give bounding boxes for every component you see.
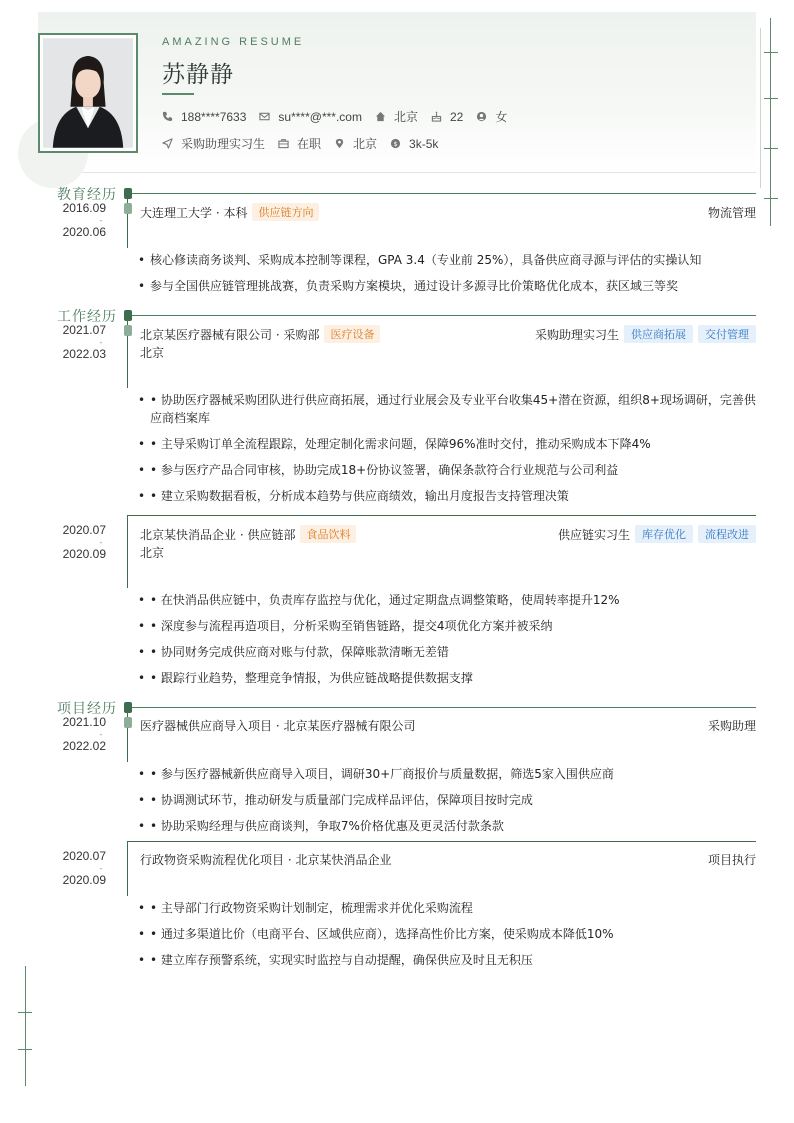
timeline-line	[127, 515, 128, 588]
company-name: 北京某快消品企业 · 供应链部	[140, 527, 296, 542]
age-item	[431, 110, 463, 124]
list-item: • • 协助医疗器械采购团队进行供应商拓展，通过行业展会及专业平台收集45+潜在资源，组织8+现场调研，完善供应商档案库	[138, 391, 758, 427]
work-location: 北京	[140, 546, 165, 560]
industry-tag: 食品饮料	[300, 525, 356, 543]
send-icon	[162, 138, 173, 149]
section-marker	[124, 188, 132, 199]
project-entry-title	[140, 717, 415, 734]
project-role	[708, 851, 756, 868]
position-value: 采购助理实习生	[181, 137, 266, 151]
location-pin-icon	[334, 138, 345, 149]
position-item	[162, 135, 265, 152]
timeline-marker	[124, 325, 132, 336]
date-separator: -	[99, 338, 103, 348]
money-icon	[390, 138, 401, 149]
contact-row	[162, 108, 520, 125]
role-value: 采购助理实习生	[534, 327, 619, 342]
project-role	[708, 717, 756, 734]
email-value: su****@***.com	[278, 109, 362, 124]
candidate-name: 苏静静	[162, 62, 234, 88]
skill-tag: 供应商拓展	[624, 325, 693, 343]
phone-icon	[162, 111, 173, 122]
list-item: • • 参与医疗产品合同审核，协助完成18+份协议签署，确保条款符合行业规范与公司利益	[138, 461, 758, 479]
education-bullets	[138, 251, 758, 303]
role-value: 供应链实习生	[557, 527, 630, 542]
email-item	[259, 110, 362, 124]
phone-item	[162, 110, 246, 124]
date-start: 2021.10	[62, 715, 106, 729]
skill-tag: 库存优化	[635, 525, 693, 543]
timeline-marker	[124, 203, 132, 214]
resume-tagline: AMAZING RESUME	[162, 36, 305, 48]
decor-tick	[764, 198, 778, 199]
status-item	[278, 135, 321, 152]
list-item: • • 协调测试环节，推动研发与质量部门完成样品评估，保障项目按时完成	[138, 791, 758, 809]
list-item: • 参与全国供应链管理挑战赛，负责采购方案模块，通过设计多源寻比价策略优化成本，获区域三等奖	[138, 277, 758, 295]
school-name: 大连理工大学 · 本科	[140, 205, 248, 220]
header-divider	[38, 172, 756, 173]
skill-tag: 流程改进	[698, 525, 756, 543]
project-bullets	[138, 765, 758, 843]
date-start: 2016.09	[62, 201, 106, 215]
date-separator: -	[99, 730, 103, 740]
work-bullets	[138, 391, 758, 513]
home-icon	[375, 111, 386, 122]
salary-value: 3k-5k	[409, 136, 439, 151]
list-item: • • 协助采购经理与供应商谈判，争取7%价格优惠及更灵活付款条款	[138, 817, 758, 835]
status-value: 在职	[297, 137, 322, 151]
section-title-work: 工作经历	[57, 309, 117, 325]
hometown-item	[375, 108, 418, 125]
decor-tick	[18, 1049, 32, 1050]
decor-line-right-inner	[760, 28, 761, 188]
portrait-image	[43, 38, 133, 148]
work-entry-title	[140, 525, 356, 543]
list-item: • • 通过多渠道比价（电商平台、区域供应商），选择高性价比方案，使采购成本降低10%	[138, 925, 758, 943]
date-end: 2020.09	[62, 873, 106, 887]
field-tag: 供应链方向	[252, 203, 319, 221]
role-value: 项目执行	[707, 853, 756, 867]
decor-tick	[18, 1012, 32, 1013]
work-role	[558, 525, 756, 543]
work-location: 北京	[140, 346, 165, 360]
date-end: 2022.02	[62, 739, 106, 753]
project-entry-title	[140, 851, 391, 868]
section-rule	[124, 315, 756, 316]
education-entry-title	[140, 203, 319, 221]
section-rule	[124, 707, 756, 708]
list-item: • • 主导部门行政物资采购计划制定，梳理需求并优化采购流程	[138, 899, 758, 917]
section-rule	[124, 193, 756, 194]
project-name: 行政物资采购流程优化项目 · 北京某快消品企业	[140, 853, 392, 867]
gender-icon	[476, 111, 487, 122]
list-item: • • 主导采购订单全流程跟踪，处理定制化需求问题，保障96%准时交付，推动采购成本下降4%	[138, 435, 758, 453]
job-intent-row	[162, 135, 451, 152]
date-separator: -	[99, 864, 103, 874]
major	[708, 204, 756, 221]
date-separator: -	[99, 216, 103, 226]
hometown-value: 北京	[393, 110, 418, 124]
work-entry-title	[140, 325, 380, 343]
role-value: 采购助理	[707, 719, 756, 733]
date-start: 2020.07	[62, 523, 106, 537]
list-item: • • 跟踪行业趋势，整理竞争情报，为供应链战略提供数据支撑	[138, 669, 758, 687]
section-marker	[124, 702, 132, 713]
list-item: • 核心修读商务谈判、采购成本控制等课程，GPA 3.4（专业前 25%），具备供应商寻源与评估的实操认知	[138, 251, 758, 269]
entry-divider	[127, 515, 756, 516]
svg-text:$: $	[393, 139, 398, 148]
list-item: • • 建立库存预警系统，实现实时监控与自动提醒，确保供应及时且无积压	[138, 951, 758, 969]
city-item	[334, 135, 377, 152]
section-marker	[124, 310, 132, 321]
profile-photo	[38, 33, 138, 153]
list-item: • • 参与医疗器械新供应商导入项目，调研30+厂商报价与质量数据，筛选5家入围供应商	[138, 765, 758, 783]
cake-icon	[431, 111, 442, 122]
date-start: 2020.07	[62, 849, 106, 863]
date-end: 2020.09	[62, 547, 106, 561]
city-value: 北京	[353, 137, 378, 151]
entry-divider	[127, 841, 756, 842]
section-title-education: 教育经历	[57, 187, 117, 203]
list-item: • • 在快消品供应链中，负责库存监控与优化，通过定期盘点调整策略，使周转率提升12%	[138, 591, 758, 609]
timeline-marker	[124, 717, 132, 728]
decor-line-right	[770, 18, 771, 226]
salary-item	[390, 137, 438, 151]
industry-tag: 医疗设备	[324, 325, 380, 343]
decor-line-left	[25, 966, 26, 1086]
project-bullets	[138, 899, 758, 977]
phone-value: 188****7633	[181, 109, 247, 124]
decor-tick	[764, 98, 778, 99]
name-underline	[162, 93, 194, 95]
decor-tick	[764, 52, 778, 53]
skill-tag: 交付管理	[698, 325, 756, 343]
date-end: 2020.06	[62, 225, 106, 239]
age-value: 22	[449, 109, 464, 124]
gender-item	[476, 108, 507, 125]
decor-tick	[764, 148, 778, 149]
timeline-line	[127, 841, 128, 896]
list-item: • • 协同财务完成供应商对账与付款，保障账款清晰无差错	[138, 643, 758, 661]
company-name: 北京某医疗器械有限公司 · 采购部	[140, 327, 320, 342]
section-title-project: 项目经历	[57, 701, 117, 717]
mail-icon	[259, 111, 270, 122]
work-bullets	[138, 591, 758, 695]
work-role	[535, 325, 756, 343]
list-item: • • 深度参与流程再造项目，分析采购至销售链路，提交4项优化方案并被采纳	[138, 617, 758, 635]
date-separator: -	[99, 538, 103, 548]
date-start: 2021.07	[62, 323, 106, 337]
briefcase-icon	[278, 138, 289, 149]
date-end: 2022.03	[62, 347, 106, 361]
major-value: 物流管理	[707, 206, 756, 220]
gender-value: 女	[495, 110, 508, 124]
list-item: • • 建立采购数据看板，分析成本趋势与供应商绩效，输出月度报告支持管理决策	[138, 487, 758, 505]
project-name: 医疗器械供应商导入项目 · 北京某医疗器械有限公司	[140, 719, 416, 733]
